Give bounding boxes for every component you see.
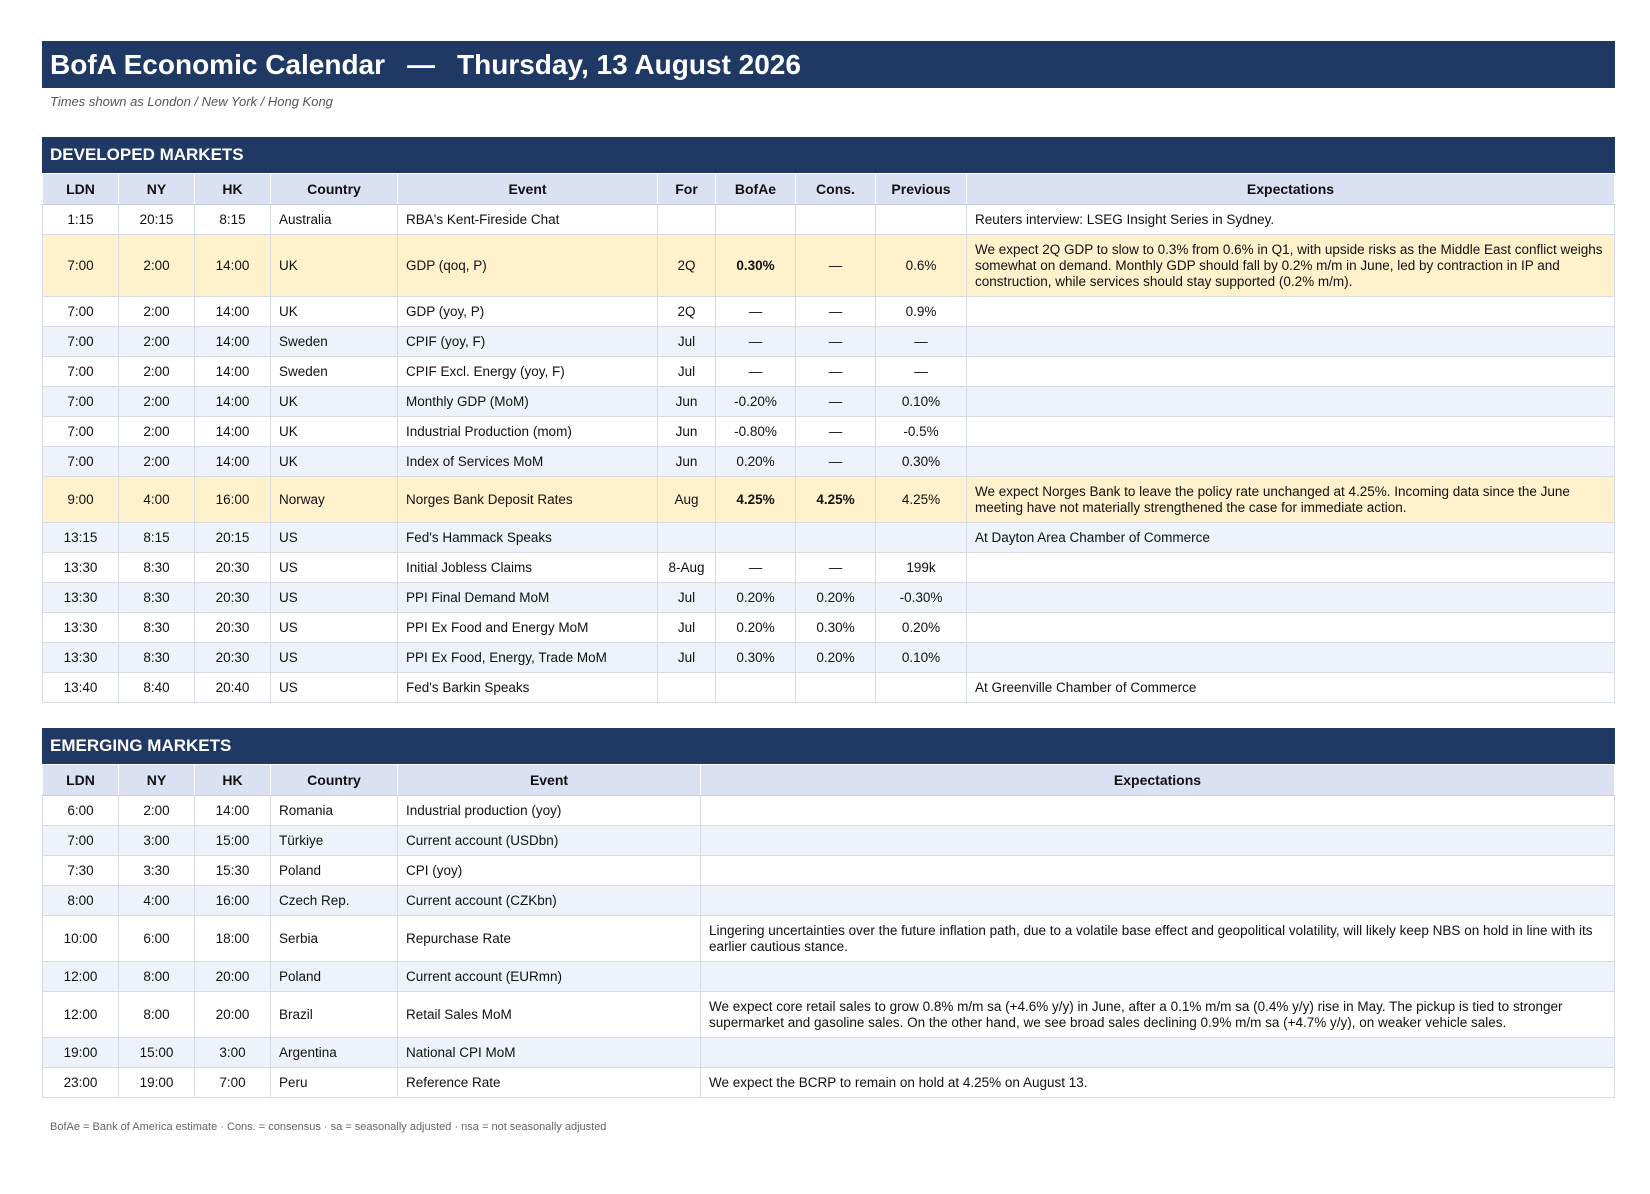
page-title: BofA Economic Calendar: [50, 48, 386, 80]
bofae-cell: 0.20%: [716, 583, 796, 613]
country-cell: Türkiye: [271, 826, 398, 856]
event-cell: National CPI MoM: [398, 1038, 701, 1068]
ny-time-cell: 8:15: [119, 523, 195, 553]
table-row: [43, 613, 1615, 643]
ny-time-cell: 8:30: [119, 553, 195, 583]
table-row: [43, 916, 1615, 962]
ldn-time-cell: 7:00: [43, 357, 119, 387]
country-cell: US: [271, 583, 398, 613]
expectations-cell: [701, 796, 1615, 826]
event-cell: CPIF Excl. Energy (yoy, F): [398, 357, 658, 387]
ldn-time-cell: 12:00: [43, 962, 119, 992]
ny-time-cell: 8:00: [119, 992, 195, 1038]
hk-time-cell: 14:00: [195, 235, 271, 297]
footnote: BofAe = Bank of America estimate · Cons. = consensus · sa = seasonally adjusted · nsa = not seasonally adjusted: [50, 1121, 607, 1133]
period-cell: 2Q: [658, 297, 716, 327]
consensus-cell: —: [796, 447, 876, 477]
developed-table-body: [43, 205, 1615, 703]
ldn-time-cell: 13:40: [43, 673, 119, 703]
previous-cell: [876, 205, 967, 235]
bofae-cell: [716, 673, 796, 703]
hk-time-cell: 14:00: [195, 447, 271, 477]
expectations-cell: [967, 553, 1615, 583]
page-date: Thursday, 13 August 2026: [457, 48, 801, 80]
ny-time-cell: 8:30: [119, 613, 195, 643]
country-cell: US: [271, 613, 398, 643]
previous-cell: [876, 673, 967, 703]
period-cell: Jul: [658, 613, 716, 643]
event-cell: Current account (CZKbn): [398, 886, 701, 916]
expectations-cell: [967, 643, 1615, 673]
col-event: Event: [398, 765, 701, 796]
col-hk: HK: [195, 174, 271, 205]
event-cell: Fed's Barkin Speaks: [398, 673, 658, 703]
ny-time-cell: 6:00: [119, 916, 195, 962]
ny-time-cell: 2:00: [119, 387, 195, 417]
expectations-cell: Reuters interview: LSEG Insight Series in Sydney.: [967, 205, 1615, 235]
event-cell: Retail Sales MoM: [398, 992, 701, 1038]
emerging-markets-heading: EMERGING MARKETS: [42, 728, 1615, 764]
ny-time-cell: 4:00: [119, 477, 195, 523]
developed-markets-section: [42, 137, 1615, 703]
event-cell: Current account (EURmn): [398, 962, 701, 992]
table-row: [43, 826, 1615, 856]
emerging-markets-table: [42, 764, 1615, 1098]
ny-time-cell: 2:00: [119, 297, 195, 327]
ldn-time-cell: 12:00: [43, 992, 119, 1038]
bofae-cell: -0.20%: [716, 387, 796, 417]
table-row: [43, 962, 1615, 992]
ldn-time-cell: 7:00: [43, 387, 119, 417]
event-cell: Monthly GDP (MoM): [398, 387, 658, 417]
consensus-cell: —: [796, 553, 876, 583]
ldn-time-cell: 23:00: [43, 1068, 119, 1098]
ldn-time-cell: 13:30: [43, 643, 119, 673]
bofae-cell: —: [716, 357, 796, 387]
event-cell: CPIF (yoy, F): [398, 327, 658, 357]
col-ny: NY: [119, 174, 195, 205]
hk-time-cell: 20:15: [195, 523, 271, 553]
col-expectations: Expectations: [701, 765, 1615, 796]
period-cell: Jul: [658, 643, 716, 673]
expectations-cell: [967, 417, 1615, 447]
hk-time-cell: 14:00: [195, 387, 271, 417]
col-ldn: LDN: [43, 174, 119, 205]
consensus-cell: —: [796, 417, 876, 447]
country-cell: Sweden: [271, 357, 398, 387]
ldn-time-cell: 7:00: [43, 297, 119, 327]
ny-time-cell: 2:00: [119, 796, 195, 826]
event-cell: PPI Ex Food and Energy MoM: [398, 613, 658, 643]
country-cell: Czech Rep.: [271, 886, 398, 916]
country-cell: Romania: [271, 796, 398, 826]
table-row: [43, 297, 1615, 327]
consensus-cell: 0.30%: [796, 613, 876, 643]
event-cell: Reference Rate: [398, 1068, 701, 1098]
ldn-time-cell: 7:30: [43, 856, 119, 886]
table-row: [43, 553, 1615, 583]
table-row: [43, 387, 1615, 417]
previous-cell: 0.10%: [876, 387, 967, 417]
emerging-table-body: [43, 796, 1615, 1098]
ldn-time-cell: 8:00: [43, 886, 119, 916]
expectations-cell: We expect core retail sales to grow 0.8% m/m sa (+4.6% y/y) in June, after a 0.1% m/m sa (0.4% y/y) rise in May. The pickup is tied to stronger supermarket and gasoline sales. On the other hand, we see broad sales declining 0.9% m/m sa (+4.7% y/y), on weaker vehicle sales.: [701, 992, 1615, 1038]
period-cell: Jul: [658, 357, 716, 387]
previous-cell: 0.30%: [876, 447, 967, 477]
ny-time-cell: 2:00: [119, 235, 195, 297]
ldn-time-cell: 7:00: [43, 447, 119, 477]
period-cell: [658, 673, 716, 703]
ldn-time-cell: 7:00: [43, 417, 119, 447]
expectations-cell: [967, 327, 1615, 357]
hk-time-cell: 20:30: [195, 643, 271, 673]
event-cell: RBA's Kent-Fireside Chat: [398, 205, 658, 235]
hk-time-cell: 14:00: [195, 417, 271, 447]
previous-cell: 0.10%: [876, 643, 967, 673]
expectations-cell: Lingering uncertainties over the future inflation path, due to a volatile base effect and geopolitical volatility, will likely keep NBS on hold in line with its earlier cautious stance.: [701, 916, 1615, 962]
period-cell: 2Q: [658, 235, 716, 297]
col-for: For: [658, 174, 716, 205]
ldn-time-cell: 7:00: [43, 327, 119, 357]
period-cell: Aug: [658, 477, 716, 523]
table-row: [43, 357, 1615, 387]
expectations-cell: [701, 962, 1615, 992]
expectations-cell: [967, 297, 1615, 327]
table-row: [43, 327, 1615, 357]
table-row: [43, 796, 1615, 826]
ny-time-cell: 2:00: [119, 417, 195, 447]
hk-time-cell: 15:30: [195, 856, 271, 886]
country-cell: US: [271, 673, 398, 703]
period-cell: [658, 205, 716, 235]
hk-time-cell: 18:00: [195, 916, 271, 962]
consensus-cell: —: [796, 387, 876, 417]
expectations-cell: [967, 387, 1615, 417]
bofae-cell: 0.30%: [716, 643, 796, 673]
table-row: [43, 523, 1615, 553]
expectations-cell: At Dayton Area Chamber of Commerce: [967, 523, 1615, 553]
col-expectations: Expectations: [967, 174, 1615, 205]
country-cell: US: [271, 523, 398, 553]
hk-time-cell: 14:00: [195, 357, 271, 387]
table-row: [43, 417, 1615, 447]
consensus-cell: [796, 523, 876, 553]
ny-time-cell: 3:30: [119, 856, 195, 886]
bofae-cell: —: [716, 297, 796, 327]
expectations-cell: [967, 447, 1615, 477]
hk-time-cell: 7:00: [195, 1068, 271, 1098]
expectations-cell: We expect Norges Bank to leave the policy rate unchanged at 4.25%. Incoming data since the June meeting have not materially strengthened the case for immediate action.: [967, 477, 1615, 523]
country-cell: US: [271, 553, 398, 583]
ldn-time-cell: 7:00: [43, 235, 119, 297]
hk-time-cell: 14:00: [195, 327, 271, 357]
expectations-cell: [701, 856, 1615, 886]
col-ldn: LDN: [43, 765, 119, 796]
previous-cell: 0.20%: [876, 613, 967, 643]
country-cell: Serbia: [271, 916, 398, 962]
hk-time-cell: 14:00: [195, 297, 271, 327]
bofae-cell: [716, 523, 796, 553]
consensus-cell: 0.20%: [796, 643, 876, 673]
hk-time-cell: 15:00: [195, 826, 271, 856]
previous-cell: -0.5%: [876, 417, 967, 447]
period-cell: Jun: [658, 387, 716, 417]
hk-time-cell: 20:40: [195, 673, 271, 703]
event-cell: GDP (qoq, P): [398, 235, 658, 297]
ldn-time-cell: 13:30: [43, 613, 119, 643]
expectations-cell: We expect 2Q GDP to slow to 0.3% from 0.6% in Q1, with upside risks as the Middle East conflict weighs somewhat on demand. Monthly GDP should fall by 0.2% m/m in June, led by contraction in IP and construction, while services should stay supported (0.2% m/m).: [967, 235, 1615, 297]
col-country: Country: [271, 765, 398, 796]
consensus-cell: —: [796, 235, 876, 297]
country-cell: UK: [271, 387, 398, 417]
ldn-time-cell: 9:00: [43, 477, 119, 523]
country-cell: Sweden: [271, 327, 398, 357]
bofae-cell: 4.25%: [716, 477, 796, 523]
ldn-time-cell: 10:00: [43, 916, 119, 962]
col-country: Country: [271, 174, 398, 205]
expectations-cell: [701, 1038, 1615, 1068]
ny-time-cell: 2:00: [119, 327, 195, 357]
country-cell: UK: [271, 235, 398, 297]
previous-cell: 4.25%: [876, 477, 967, 523]
ny-time-cell: 15:00: [119, 1038, 195, 1068]
consensus-cell: [796, 205, 876, 235]
col-event: Event: [398, 174, 658, 205]
bofae-cell: 0.20%: [716, 613, 796, 643]
previous-cell: —: [876, 357, 967, 387]
ny-time-cell: 8:00: [119, 962, 195, 992]
table-row: [43, 477, 1615, 523]
expectations-cell: We expect the BCRP to remain on hold at 4.25% on August 13.: [701, 1068, 1615, 1098]
developed-header-row: [43, 174, 1615, 205]
ny-time-cell: 20:15: [119, 205, 195, 235]
period-cell: [658, 523, 716, 553]
bofae-cell: [716, 205, 796, 235]
hk-time-cell: 20:30: [195, 613, 271, 643]
ny-time-cell: 2:00: [119, 447, 195, 477]
emerging-markets-section: [42, 728, 1615, 1098]
title-separator: —: [407, 48, 436, 80]
expectations-cell: [967, 583, 1615, 613]
table-row: [43, 856, 1615, 886]
expectations-cell: [967, 357, 1615, 387]
previous-cell: -0.30%: [876, 583, 967, 613]
table-row: [43, 235, 1615, 297]
consensus-cell: —: [796, 327, 876, 357]
event-cell: Current account (USDbn): [398, 826, 701, 856]
country-cell: Peru: [271, 1068, 398, 1098]
table-row: [43, 583, 1615, 613]
hk-time-cell: 20:30: [195, 583, 271, 613]
hk-time-cell: 20:00: [195, 962, 271, 992]
developed-markets-heading: DEVELOPED MARKETS: [42, 137, 1615, 173]
period-cell: 8-Aug: [658, 553, 716, 583]
col-previous: Previous: [876, 174, 967, 205]
country-cell: UK: [271, 297, 398, 327]
hk-time-cell: 20:00: [195, 992, 271, 1038]
table-row: [43, 1038, 1615, 1068]
hk-time-cell: 14:00: [195, 796, 271, 826]
hk-time-cell: 20:30: [195, 553, 271, 583]
consensus-cell: —: [796, 357, 876, 387]
event-cell: Repurchase Rate: [398, 916, 701, 962]
ny-time-cell: 19:00: [119, 1068, 195, 1098]
hk-time-cell: 16:00: [195, 477, 271, 523]
consensus-cell: [796, 673, 876, 703]
period-cell: Jul: [658, 327, 716, 357]
table-row: [43, 447, 1615, 477]
hk-time-cell: 8:15: [195, 205, 271, 235]
consensus-cell: 4.25%: [796, 477, 876, 523]
country-cell: UK: [271, 447, 398, 477]
previous-cell: [876, 523, 967, 553]
country-cell: Argentina: [271, 1038, 398, 1068]
consensus-cell: 0.20%: [796, 583, 876, 613]
event-cell: Industrial Production (mom): [398, 417, 658, 447]
event-cell: Fed's Hammack Speaks: [398, 523, 658, 553]
country-cell: Norway: [271, 477, 398, 523]
developed-markets-table: [42, 173, 1615, 703]
country-cell: Brazil: [271, 992, 398, 1038]
ldn-time-cell: 13:30: [43, 553, 119, 583]
title-bar: [42, 41, 1615, 88]
bofae-cell: -0.80%: [716, 417, 796, 447]
table-row: [43, 205, 1615, 235]
table-row: [43, 1068, 1615, 1098]
event-cell: PPI Ex Food, Energy, Trade MoM: [398, 643, 658, 673]
bofae-cell: —: [716, 327, 796, 357]
col-hk: HK: [195, 765, 271, 796]
previous-cell: 0.9%: [876, 297, 967, 327]
event-cell: PPI Final Demand MoM: [398, 583, 658, 613]
period-cell: Jul: [658, 583, 716, 613]
ldn-time-cell: 1:15: [43, 205, 119, 235]
ny-time-cell: 8:30: [119, 583, 195, 613]
previous-cell: —: [876, 327, 967, 357]
table-row: [43, 643, 1615, 673]
ldn-time-cell: 13:15: [43, 523, 119, 553]
expectations-cell: [701, 826, 1615, 856]
expectations-cell: At Greenville Chamber of Commerce: [967, 673, 1615, 703]
bofae-cell: —: [716, 553, 796, 583]
country-cell: Poland: [271, 962, 398, 992]
event-cell: GDP (yoy, P): [398, 297, 658, 327]
previous-cell: 0.6%: [876, 235, 967, 297]
ny-time-cell: 3:00: [119, 826, 195, 856]
table-row: [43, 992, 1615, 1038]
hk-time-cell: 16:00: [195, 886, 271, 916]
ny-time-cell: 8:40: [119, 673, 195, 703]
ldn-time-cell: 19:00: [43, 1038, 119, 1068]
event-cell: Index of Services MoM: [398, 447, 658, 477]
ldn-time-cell: 13:30: [43, 583, 119, 613]
emerging-header-row: [43, 765, 1615, 796]
table-row: [43, 886, 1615, 916]
expectations-cell: [967, 613, 1615, 643]
event-cell: CPI (yoy): [398, 856, 701, 886]
country-cell: Australia: [271, 205, 398, 235]
event-cell: Industrial production (yoy): [398, 796, 701, 826]
hk-time-cell: 3:00: [195, 1038, 271, 1068]
period-cell: Jun: [658, 447, 716, 477]
ldn-time-cell: 7:00: [43, 826, 119, 856]
expectations-cell: [701, 886, 1615, 916]
previous-cell: 199k: [876, 553, 967, 583]
bofae-cell: 0.30%: [716, 235, 796, 297]
country-cell: US: [271, 643, 398, 673]
period-cell: Jun: [658, 417, 716, 447]
bofae-cell: 0.20%: [716, 447, 796, 477]
col-bofae: BofAe: [716, 174, 796, 205]
country-cell: Poland: [271, 856, 398, 886]
ny-time-cell: 4:00: [119, 886, 195, 916]
consensus-cell: —: [796, 297, 876, 327]
table-row: [43, 673, 1615, 703]
country-cell: UK: [271, 417, 398, 447]
event-cell: Initial Jobless Claims: [398, 553, 658, 583]
ny-time-cell: 2:00: [119, 357, 195, 387]
page-subtitle: Times shown as London / New York / Hong Kong: [50, 94, 333, 109]
col-cons: Cons.: [796, 174, 876, 205]
ldn-time-cell: 6:00: [43, 796, 119, 826]
event-cell: Norges Bank Deposit Rates: [398, 477, 658, 523]
col-ny: NY: [119, 765, 195, 796]
ny-time-cell: 8:30: [119, 643, 195, 673]
